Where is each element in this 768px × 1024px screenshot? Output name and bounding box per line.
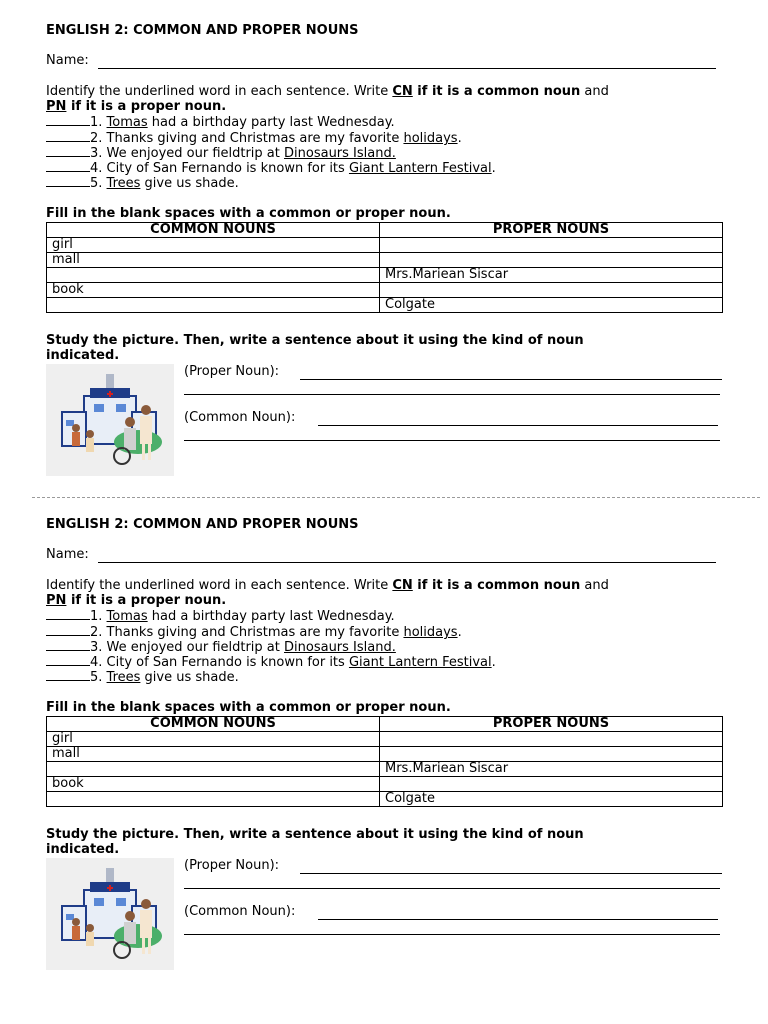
answer-blank[interactable]	[46, 624, 90, 636]
table-header-row	[47, 223, 723, 238]
study-heading: Study the picture. Then, write a sentence about it using the kind of noun	[46, 827, 584, 842]
nouns-table	[46, 716, 723, 807]
table-row	[47, 298, 723, 313]
proper-noun-label: (Proper Noun):	[184, 858, 280, 873]
list-item: 5. Trees give us shade.	[46, 669, 239, 685]
common-noun-answer-line[interactable]	[318, 424, 718, 426]
name-field[interactable]	[98, 67, 716, 69]
table-cell[interactable]: girl	[47, 238, 380, 253]
name-label: Name:	[46, 53, 89, 68]
answer-blank[interactable]	[46, 639, 90, 651]
proper-noun-label: (Proper Noun):	[184, 364, 280, 379]
list-item: 1. Tomas had a birthday party last Wednesday.	[46, 608, 395, 624]
table-cell[interactable]	[380, 732, 723, 747]
proper-noun-answer-line[interactable]	[300, 378, 722, 380]
nouns-table	[46, 222, 723, 313]
worksheet-top	[0, 0, 768, 494]
table-cell[interactable]	[380, 777, 723, 792]
list-item: 4. City of San Fernando is known for its Giant Lantern Festival.	[46, 654, 496, 670]
table-cell[interactable]	[380, 747, 723, 762]
worksheet-bottom	[0, 494, 768, 988]
name-field[interactable]	[98, 561, 716, 563]
table-row	[47, 268, 723, 283]
table-cell[interactable]	[47, 268, 380, 283]
table-row	[47, 283, 723, 298]
proper-noun-answer-line-2[interactable]	[184, 887, 720, 889]
instructions-line-1: Identify the underlined word in each sentence. Write CN if it is a common noun and	[46, 84, 609, 99]
table-cell[interactable]	[380, 238, 723, 253]
instructions-line-1: Identify the underlined word in each sentence. Write CN if it is a common noun and	[46, 578, 609, 593]
list-item: 2. Thanks giving and Christmas are my favorite holidays.	[46, 130, 462, 146]
header-common: COMMON NOUNS	[47, 717, 380, 732]
table-cell[interactable]: mall	[47, 747, 380, 762]
instructions-line-2: PN if it is a proper noun.	[46, 99, 227, 114]
header-proper: PROPER NOUNS	[380, 717, 723, 732]
table-cell[interactable]	[380, 253, 723, 268]
name-label: Name:	[46, 547, 89, 562]
common-noun-label: (Common Noun):	[184, 904, 296, 919]
worksheet-title: ENGLISH 2: COMMON AND PROPER NOUNS	[46, 23, 359, 38]
answer-blank[interactable]	[46, 145, 90, 157]
table-cell[interactable]	[47, 792, 380, 807]
table-row	[47, 238, 723, 253]
table-row	[47, 732, 723, 747]
answer-blank[interactable]	[46, 608, 90, 620]
list-item: 3. We enjoyed our fieldtrip at Dinosaurs Island.	[46, 639, 396, 655]
header-proper: PROPER NOUNS	[380, 223, 723, 238]
list-item: 5. Trees give us shade.	[46, 175, 239, 191]
answer-blank[interactable]	[46, 160, 90, 172]
common-noun-answer-line-2[interactable]	[184, 439, 720, 441]
table-cell[interactable]	[47, 298, 380, 313]
table-cell[interactable]: book	[47, 283, 380, 298]
answer-blank[interactable]	[46, 669, 90, 681]
header-common: COMMON NOUNS	[47, 223, 380, 238]
table-cell[interactable]: Colgate	[380, 792, 723, 807]
common-noun-answer-line-2[interactable]	[184, 933, 720, 935]
table-row	[47, 777, 723, 792]
answer-blank[interactable]	[46, 130, 90, 142]
table-cell[interactable]: Colgate	[380, 298, 723, 313]
table-cell[interactable]: mall	[47, 253, 380, 268]
list-item: 1. Tomas had a birthday party last Wednesday.	[46, 114, 395, 130]
worksheet-title: ENGLISH 2: COMMON AND PROPER NOUNS	[46, 517, 359, 532]
table-row	[47, 792, 723, 807]
answer-blank[interactable]	[46, 654, 90, 666]
study-heading-cont: indicated.	[46, 842, 120, 857]
list-item: 2. Thanks giving and Christmas are my favorite holidays.	[46, 624, 462, 640]
proper-noun-answer-line[interactable]	[300, 872, 722, 874]
table-cell[interactable]: Mrs.Mariean Siscar	[380, 762, 723, 777]
table-cell[interactable]: Mrs.Mariean Siscar	[380, 268, 723, 283]
proper-noun-answer-line-2[interactable]	[184, 393, 720, 395]
answer-blank[interactable]	[46, 114, 90, 126]
table-row	[47, 253, 723, 268]
answer-blank[interactable]	[46, 175, 90, 187]
table-cell[interactable]: girl	[47, 732, 380, 747]
hospital-picture	[46, 364, 174, 476]
list-item: 4. City of San Fernando is known for its Giant Lantern Festival.	[46, 160, 496, 176]
table-header-row	[47, 717, 723, 732]
list-item: 3. We enjoyed our fieldtrip at Dinosaurs Island.	[46, 145, 396, 161]
study-heading-cont: indicated.	[46, 348, 120, 363]
study-heading: Study the picture. Then, write a sentence about it using the kind of noun	[46, 333, 584, 348]
common-noun-answer-line[interactable]	[318, 918, 718, 920]
fill-heading: Fill in the blank spaces with a common or proper noun.	[46, 700, 451, 715]
table-cell[interactable]	[47, 762, 380, 777]
fill-heading: Fill in the blank spaces with a common or proper noun.	[46, 206, 451, 221]
instructions-line-2: PN if it is a proper noun.	[46, 593, 227, 608]
table-cell[interactable]: book	[47, 777, 380, 792]
hospital-picture	[46, 858, 174, 970]
common-noun-label: (Common Noun):	[184, 410, 296, 425]
table-row	[47, 762, 723, 777]
table-cell[interactable]	[380, 283, 723, 298]
table-row	[47, 747, 723, 762]
